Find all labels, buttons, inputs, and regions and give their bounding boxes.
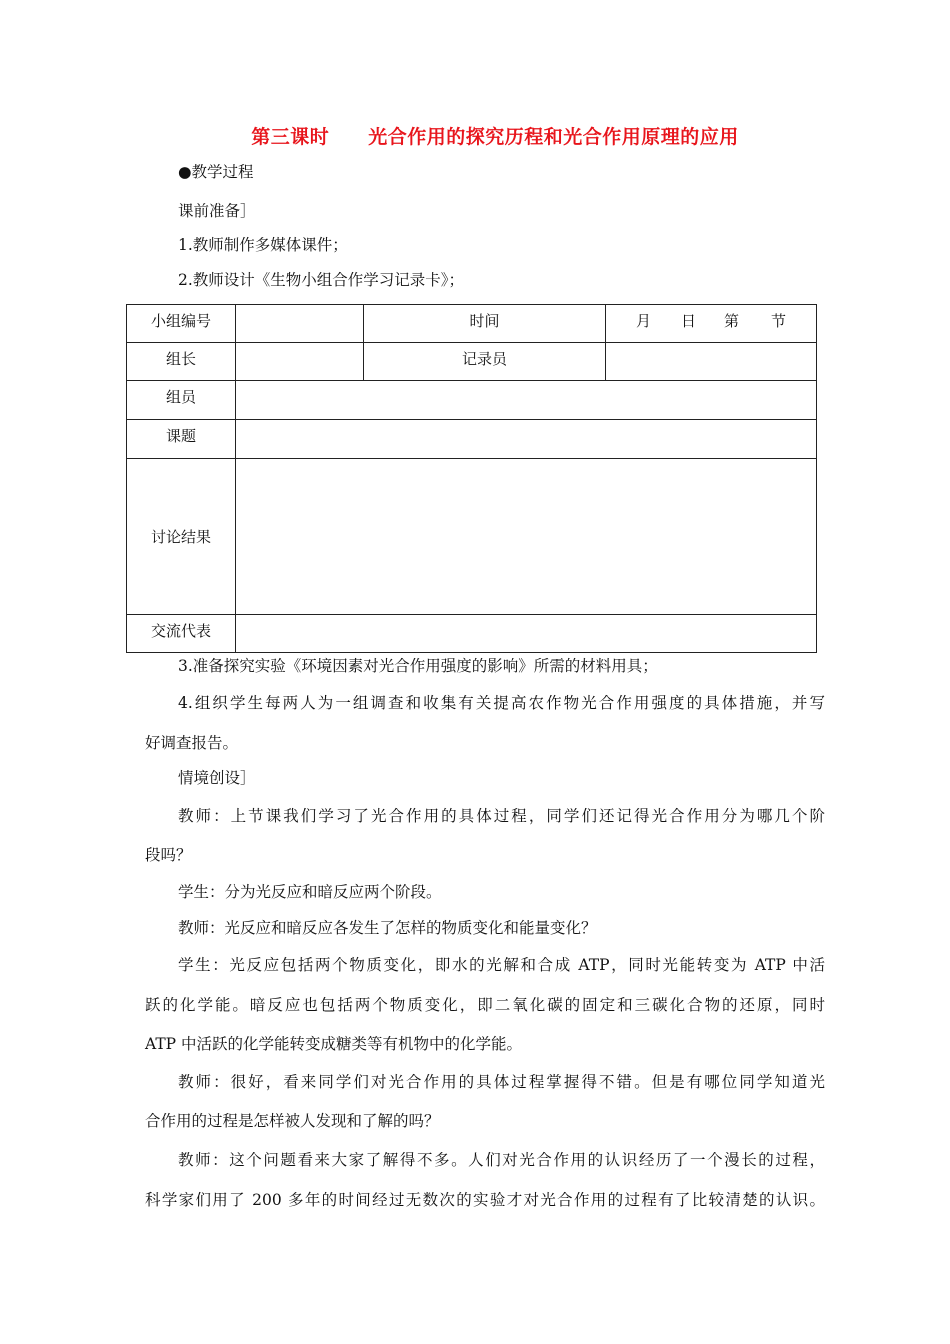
dialogue-student-2-line-2: 跃的化学能。暗反应也包括两个物质变化，即二氧化碳的固定和三碳化合物的还原，同时 [145, 996, 825, 1014]
cell-topic-value [236, 420, 817, 459]
dialogue-student-2-line-1: 学生：光反应包括两个物质变化，即水的光解和合成 ATP，同时光能转变为 ATP 中活 [178, 956, 825, 974]
dialogue-teacher-4-line-1: 教师：这个问题看来大家了解得不多。人们对光合作用的认识经历了一个漫长的过程， [178, 1151, 825, 1169]
dialogue-teacher-1-line-1: 教师：上节课我们学习了光合作用的具体过程，同学们还记得光合作用分为哪几个阶 [178, 807, 825, 825]
cell-members-value [236, 381, 817, 420]
record-card-table [126, 304, 817, 653]
label-members: 组员 [127, 381, 236, 420]
dialogue-teacher-4-line-2: 科学家们用了 200 多年的时间经过无数次的实验才对光合作用的过程有了比较清楚的认识。 [145, 1191, 825, 1209]
section-heading-process: ●教学过程 [178, 163, 254, 181]
prep-item-4-line-2: 好调查报告。 [145, 734, 239, 752]
prep-item-3: 3.准备探究实验《环境因素对光合作用强度的影响》所需的材料用具； [178, 657, 658, 675]
cell-discussion-value [236, 459, 817, 615]
page-title: 第三课时 光合作用的探究历程和光合作用原理的应用 [251, 126, 739, 148]
date-day: 日 [680, 312, 696, 330]
prep-item-2: 2.教师设计《生物小组合作学习记录卡》； [178, 271, 465, 289]
dialogue-teacher-1-line-2: 段吗？ [145, 846, 192, 864]
cell-recorder-value [606, 343, 817, 381]
label-recorder: 记录员 [364, 343, 606, 381]
dialogue-teacher-3-line-1: 教师：很好，看来同学们对光合作用的具体过程掌握得不错。但是有哪位同学知道光 [178, 1073, 825, 1091]
cell-leader-value [236, 343, 364, 381]
date-section-suffix: 节 [771, 312, 787, 330]
label-time: 时间 [364, 305, 606, 343]
label-representative: 交流代表 [127, 615, 236, 653]
cell-date [606, 305, 817, 343]
dialogue-teacher-2: 教师：光反应和暗反应各发生了怎样的物质变化和能量变化？ [178, 919, 597, 937]
cell-representative-value [236, 615, 817, 653]
dialogue-teacher-3-line-2: 合作用的过程是怎样被人发现和了解的吗？ [145, 1112, 440, 1130]
label-leader: 组长 [127, 343, 236, 381]
dialogue-student-2-line-3: ATP 中活跃的化学能转变成糖类等有机物中的化学能。 [145, 1035, 523, 1053]
date-section-prefix: 第 [724, 312, 740, 330]
dialogue-student-1: 学生：分为光反应和暗反应两个阶段。 [178, 883, 442, 901]
prep-item-1: 1.教师制作多媒体课件； [178, 236, 348, 254]
scene-heading: 情境创设］ [178, 769, 256, 787]
label-topic: 课题 [127, 420, 236, 459]
prep-item-4-line-1: 4.组织学生每两人为一组调查和收集有关提高农作物光合作用强度的具体措施，并写 [178, 694, 825, 712]
prep-heading: 课前准备］ [178, 202, 256, 220]
cell-group-number-value [236, 305, 364, 343]
label-group-number: 小组编号 [127, 305, 236, 343]
date-month: 月 [635, 312, 651, 330]
label-discussion: 讨论结果 [127, 459, 236, 615]
